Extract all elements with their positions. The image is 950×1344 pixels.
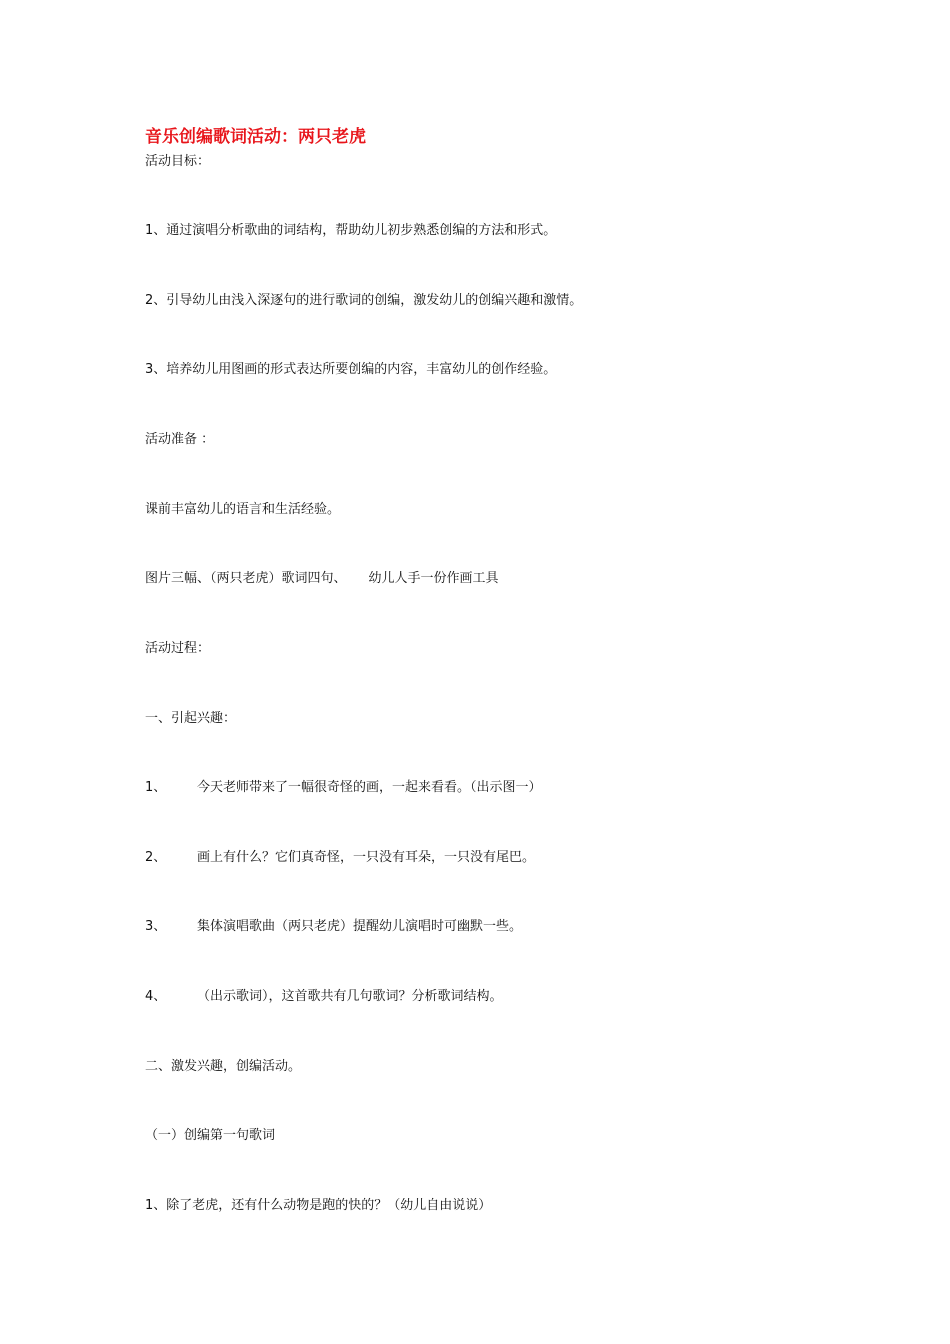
section-1-item-3-text: 集体演唱歌曲（两只老虎）提醒幼儿演唱时可幽默一些。 <box>197 919 523 934</box>
section-1-item-3 <box>145 917 522 937</box>
preparation-line-2-part-2: 幼儿人手一份作画工具 <box>368 571 499 586</box>
section-1-item-2-number: 2、 <box>145 850 167 865</box>
section-1-heading: 一、引起兴趣： <box>145 711 237 726</box>
section-1-item-4-number: 4、 <box>145 989 167 1004</box>
section-2-item-1-number: 1、 <box>145 1198 167 1213</box>
process-heading: 活动过程： <box>145 641 211 656</box>
section-1-item-1-number: 1、 <box>145 780 167 795</box>
goal-item-2 <box>145 291 582 311</box>
section-1-item-2 <box>145 848 535 868</box>
goal-item-2-text: 引导幼儿由浅入深逐句的进行歌词的创编，激发幼儿的创编兴趣和激情。 <box>166 293 583 308</box>
goal-item-3-number: 3、 <box>145 362 167 377</box>
preparation-heading: 活动准备 ： <box>145 432 215 447</box>
section-1-item-4-text: （出示歌词），这首歌共有几句歌词？分析歌词结构。 <box>197 989 503 1004</box>
goals-heading: 活动目标： <box>145 154 211 169</box>
preparation-line-2 <box>145 569 499 589</box>
section-2-subheading: （一）创编第一句歌词 <box>145 1128 276 1143</box>
goal-item-2-number: 2、 <box>145 293 167 308</box>
section-1-item-1 <box>145 778 542 798</box>
goal-item-1-number: 1、 <box>145 223 167 238</box>
goal-item-3-text: 培养幼儿用图画的形式表达所要创编的内容，丰富幼儿的创作经验。 <box>166 362 557 377</box>
preparation-line-2-part-1: 图片三幅、（两只老虎）歌词四句、 <box>145 571 347 586</box>
goal-item-1 <box>145 221 556 241</box>
section-1-item-4 <box>145 987 503 1007</box>
section-1-item-3-number: 3、 <box>145 919 167 934</box>
document-title: 音乐创编歌词活动：两只老虎 <box>145 127 366 147</box>
section-2-item-1 <box>145 1196 491 1216</box>
goal-item-3 <box>145 360 556 380</box>
goal-item-1-text: 通过演唱分析歌曲的词结构，帮助幼儿初步熟悉创编的方法和形式。 <box>166 223 557 238</box>
section-2-item-1-text: 除了老虎，还有什么动物是跑的快的？（幼儿自由说说） <box>166 1198 492 1213</box>
section-1-item-2-text: 画上有什么？它们真奇怪，一只没有耳朵，一只没有尾巴。 <box>197 850 536 865</box>
preparation-line-1: 课前丰富幼儿的语言和生活经验。 <box>145 502 341 517</box>
section-1-item-1-text: 今天老师带来了一幅很奇怪的画，一起来看看。（出示图一） <box>197 780 542 795</box>
section-2-heading: 二、激发兴趣，创编活动。 <box>145 1059 302 1074</box>
